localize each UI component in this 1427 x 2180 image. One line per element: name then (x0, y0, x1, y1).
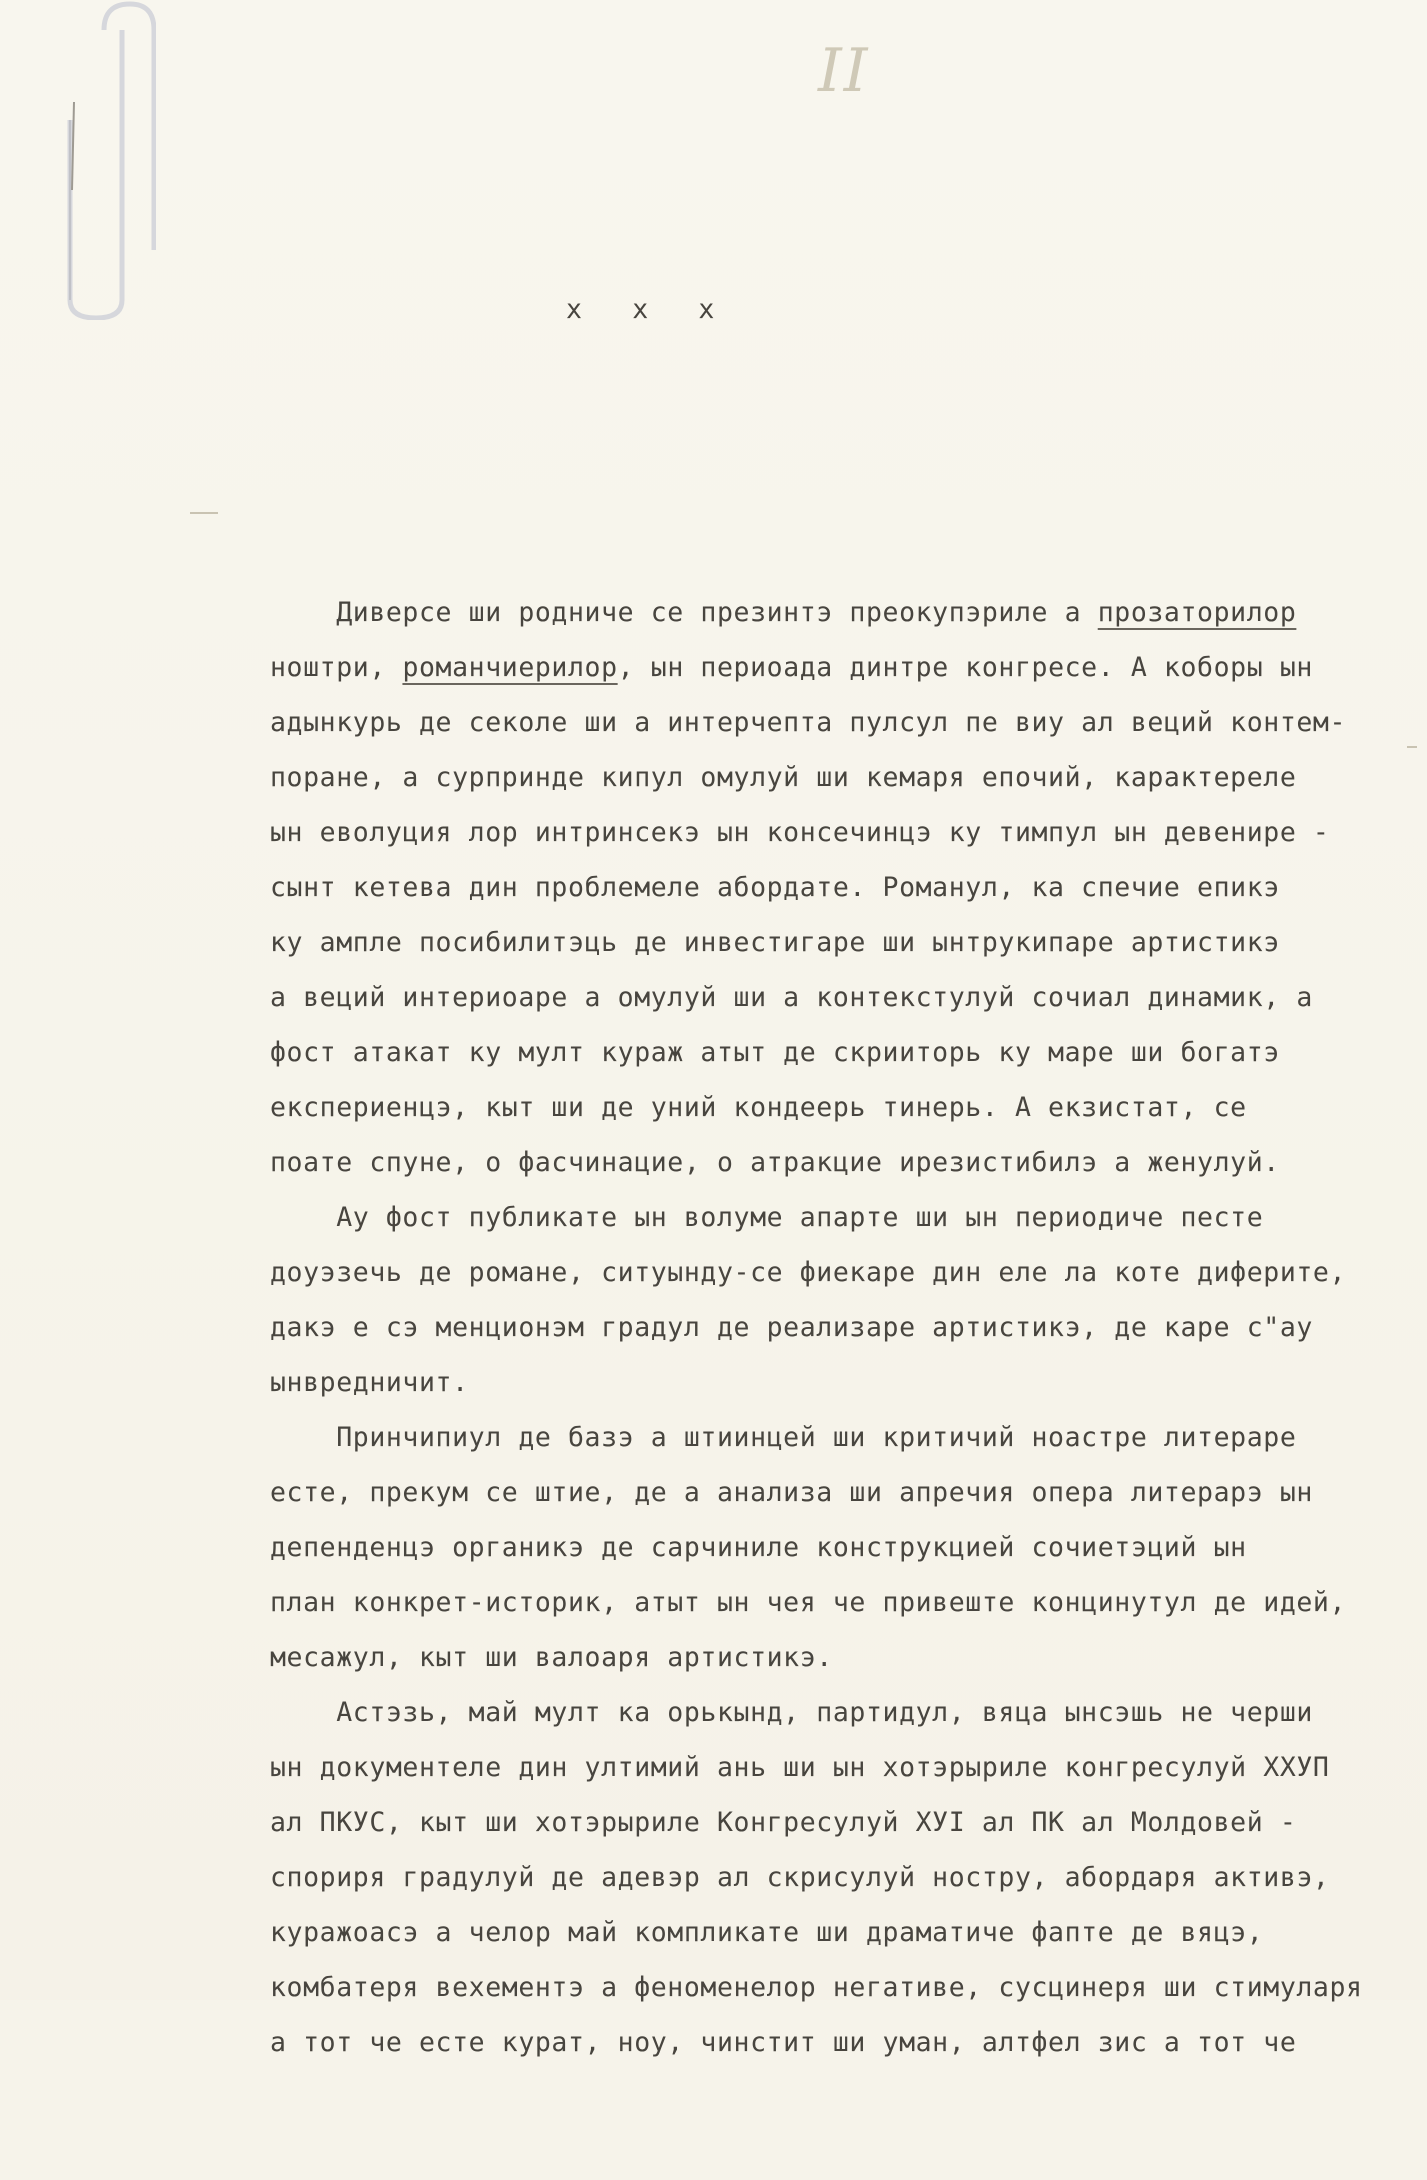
text-line: Диверсе ши родниче се презинтэ преокупэриле а прозаторилор (270, 597, 1297, 628)
margin-mark (1407, 746, 1417, 748)
text-line: Ау фост публикате ын волуме апарте ши ын периодиче песте (270, 1202, 1264, 1233)
text-line: депенденцэ органикэ де сарчиниле конструкцией сочиетэций ын (270, 1532, 1247, 1563)
text-line: ын еволуция лор интринсекэ ын консечинцэ ку тимпул ын девенире - (270, 817, 1330, 848)
paperclip-icon (52, 0, 156, 320)
text-line: есте, прекум се штие, де а анализа ши апречия опера литерарэ ын (270, 1477, 1313, 1508)
text-line: фост атакат ку мулт кураж атыт де скрииторь ку маре ши богатэ (270, 1037, 1280, 1068)
text-line: Принчипиул де базэ а штиинцей ши критичий ноастре литераре (270, 1422, 1297, 1453)
text-line: сынт кетева дин проблемеле абордате. Романул, ка спечие епикэ (270, 872, 1280, 903)
section-separator: x x x (566, 294, 715, 325)
text-line: комбатеря вехементэ а феноменелор негативе, сусцинеря ши стимуларя (270, 1972, 1363, 2003)
text-line: ку ампле посибилитэць де инвестигаре ши ынтрукипаре артистикэ (270, 927, 1280, 958)
text-line: а тот че есте курат, ноу, чинстит ши уман, алтфел зис а тот че (270, 2027, 1297, 2058)
text-line: експериенцэ, кыт ши де уний кондеерь тинерь. А екзистат, се (270, 1092, 1247, 1123)
text-line: адынкурь де секоле ши а интерчепта пулсул пе виу ал веций контем- (270, 707, 1347, 738)
text-line: поате спуне, о фасчинацие, о атракцие ирезистибилэ а женулуй. (270, 1147, 1280, 1178)
underlined-word: романчиерилор (402, 652, 618, 683)
text-line: куражоасэ а челор май компликате ши драматиче фапте де вяцэ, (270, 1917, 1264, 1948)
text-line: ноштри, романчиерилор, ын периоада динтре конгресе. А коборы ын (270, 652, 1313, 683)
typewritten-body (270, 172, 1390, 2180)
paragraph-lines (270, 585, 1390, 2070)
page-number: II (818, 36, 870, 106)
text-line: ал ПКУС, кыт ши хотэрыриле Конгресулуй ХУI ал ПК ал Молдовей - (270, 1807, 1297, 1838)
text-line: дакэ е сэ менционэм градул де реализаре артистикэ, де каре с"ау (270, 1312, 1313, 1343)
text-line: ын документеле дин ултимий ань ши ын хотэрыриле конгресулуй ХХУП (270, 1752, 1330, 1783)
text-line: Астэзь, май мулт ка орькынд, партидул, вяца ынсэшь не черши (270, 1697, 1313, 1728)
text-line: доуэзечь де романе, ситуынду-се фиекаре дин еле ла коте диферите, (270, 1257, 1347, 1288)
text-line: ынвредничит. (270, 1367, 469, 1398)
underlined-word: прозаторилор (1097, 597, 1297, 628)
text-line: спориря градулуй де адевэр ал скрисулуй ностру, абордаря активэ, (270, 1862, 1330, 1893)
margin-mark (190, 512, 218, 514)
text-line: поране, а сурпринде кипул омулуй ши кемаря епочий, карактереле (270, 762, 1297, 793)
text-line: план конкрет-историк, атыт ын чея че привеште концинутул де идей, (270, 1587, 1347, 1618)
text-line: месажул, кыт ши валоаря артистикэ. (270, 1642, 833, 1673)
text-line: а веций интериоаре а омулуй ши а контекстулуй сочиал динамик, а (270, 982, 1313, 1013)
